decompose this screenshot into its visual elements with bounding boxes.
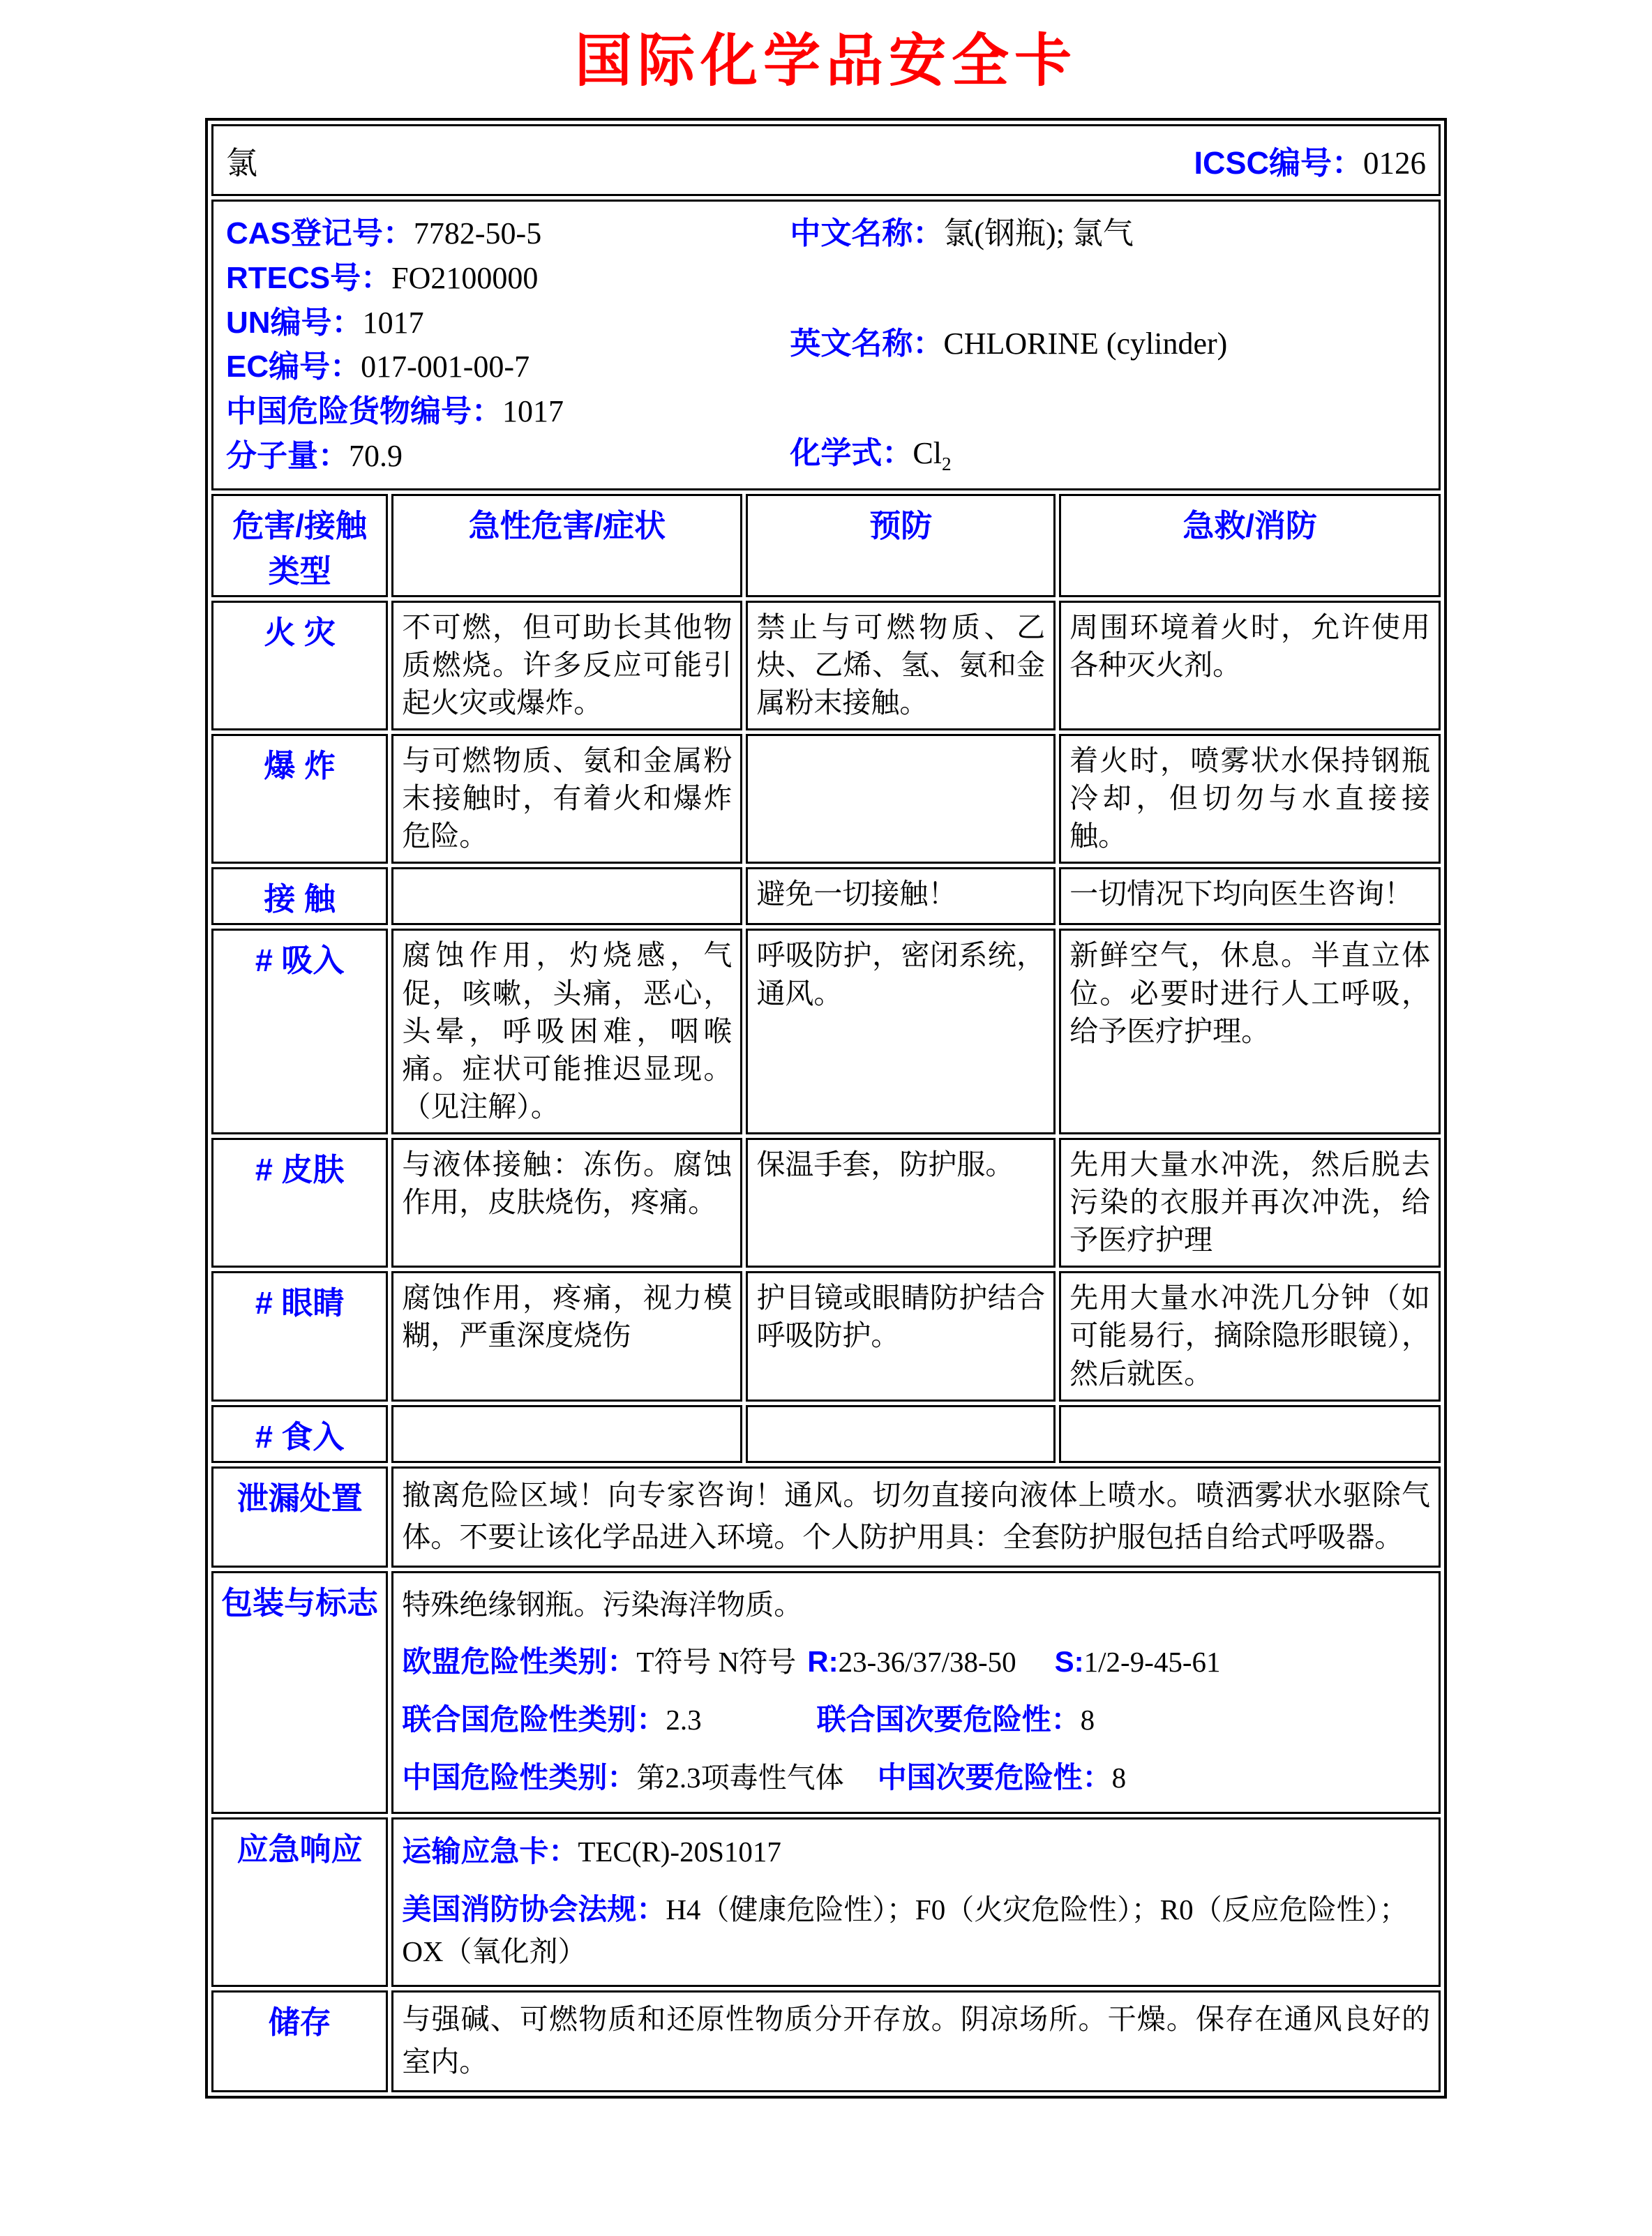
transport-emergency-card-label: 运输应急卡： xyxy=(402,1835,578,1868)
inhalation-prevention-cell: 呼吸防护，密闭系统，通风。 xyxy=(746,929,1056,1134)
eu-r-value: 23-36/37/38-50 xyxy=(838,1646,1016,1679)
hazard-type-fire: 火 灾 xyxy=(211,601,388,730)
transport-emergency-card-line xyxy=(402,1831,1430,1873)
un-hazard-class-label: 联合国危险性类别： xyxy=(402,1703,666,1736)
cn-hazard-class-value: 第2.3项毒性气体 xyxy=(636,1762,844,1794)
storage-text: 与强碱、可燃物质和还原性物质分开存放。阴凉场所。干燥。保存在通风良好的室内。 xyxy=(391,1990,1441,2092)
icsc-number xyxy=(1194,137,1426,183)
china-dg-number-label: 中国危险货物编号： xyxy=(226,394,502,429)
nfpa-label: 美国消防协会法规： xyxy=(402,1892,666,1926)
col-header-hazard-type: 危害/接触类型 xyxy=(211,494,388,597)
hazard-row-explosion xyxy=(211,734,1441,864)
hazard-row-inhalation xyxy=(211,929,1441,1134)
contact-symptoms-cell xyxy=(391,867,742,925)
eu-r-label: R: xyxy=(807,1645,839,1679)
emergency-row xyxy=(211,1817,1441,1987)
english-name-label: 英文名称： xyxy=(790,326,944,361)
cn-subsidiary-label: 中国次要危险性： xyxy=(877,1761,1112,1794)
inhalation-symptoms-cell: 腐蚀作用，灼烧感，气促，咳嗽，头痛，恶心，头晕，呼吸困难，咽喉痛。症状可能推迟显现。（见注解）。 xyxy=(391,929,742,1134)
hazard-row-eyes xyxy=(211,1271,1441,1401)
nfpa-line xyxy=(402,1889,1430,1972)
hazard-type-explosion: 爆 炸 xyxy=(211,734,388,864)
cas-number-line xyxy=(226,211,790,256)
emergency-label: 应急响应 xyxy=(211,1817,388,1987)
nfpa-value: H4（健康危险性）；F0（火灾危险性）；R0（反应危险性）；OX（氧化剂） xyxy=(402,1893,1409,1967)
col-header-firstaid: 急救/消防 xyxy=(1059,494,1441,597)
spillage-text: 撤离危险区域！向专家咨询！通风。切勿直接向液体上喷水。喷洒雾状水驱除气体。不要让该化学品进入环境。个人防护用具：全套防护服包括自给式呼吸器。 xyxy=(391,1466,1441,1568)
cas-number-value: 7782-50-5 xyxy=(413,216,542,250)
molecular-weight-value: 70.9 xyxy=(349,438,403,473)
eu-s-label: S: xyxy=(1054,1645,1084,1679)
contact-firstaid-cell: 一切情况下均向医生咨询！ xyxy=(1059,867,1441,925)
un-subsidiary-label: 联合国次要危险性： xyxy=(816,1703,1081,1736)
chinese-name-label: 中文名称： xyxy=(790,216,944,250)
cn-subsidiary-value: 8 xyxy=(1111,1762,1127,1794)
cas-number-label: CAS登记号： xyxy=(226,216,414,250)
english-name-line xyxy=(790,322,1426,366)
ingestion-firstaid-cell xyxy=(1059,1405,1441,1463)
packaging-note: 特殊绝缘钢瓶。污染海洋物质。 xyxy=(402,1588,803,1621)
un-hazard-class-line xyxy=(402,1699,1430,1741)
fire-prevention-cell: 禁止与可燃物质、乙炔、乙烯、氢、氨和金属粉末接触。 xyxy=(746,601,1056,730)
fire-firstaid-cell: 周围环境着火时，允许使用各种灭火剂。 xyxy=(1059,601,1441,730)
formula-value: $Cl_2$ xyxy=(913,436,952,475)
inhalation-firstaid-cell: 新鲜空气，休息。半直立体位。必要时进行人工呼吸，给予医疗护理。 xyxy=(1059,929,1441,1134)
col-header-symptoms: 急性危害/症状 xyxy=(391,494,742,597)
hazard-type-ingestion: # 食入 xyxy=(211,1405,388,1463)
substance-name: 氯 xyxy=(226,146,258,181)
ingestion-symptoms-cell xyxy=(391,1405,742,1463)
safety-card-table xyxy=(208,121,1444,2096)
skin-firstaid-cell: 先用大量水冲洗，然后脱去污染的衣服并再次冲洗，给予医疗护理 xyxy=(1059,1138,1441,1268)
eyes-prevention-cell: 护目镜或眼睛防护结合呼吸防护。 xyxy=(746,1271,1056,1401)
chinese-name-value: 氯(钢瓶); 氯气 xyxy=(943,216,1134,250)
col-header-prevention: 预防 xyxy=(746,494,1056,597)
un-number-line xyxy=(226,301,790,345)
hazard-row-skin xyxy=(211,1138,1441,1268)
icsc-number-value: 0126 xyxy=(1363,146,1426,181)
page-title: 国际化学品安全卡 xyxy=(574,29,1077,93)
identifiers-row xyxy=(211,200,1441,490)
names-list xyxy=(790,211,1426,479)
identifier-list xyxy=(226,211,790,479)
un-number-label: UN编号： xyxy=(226,305,363,340)
hazard-type-eyes: # 眼睛 xyxy=(211,1271,388,1401)
hazard-type-inhalation: # 吸入 xyxy=(211,929,388,1134)
packaging-row xyxy=(211,1571,1441,1814)
hazard-row-contact xyxy=(211,867,1441,925)
explosion-prevention-cell xyxy=(746,734,1056,864)
identifiers-cell xyxy=(211,200,1441,490)
spillage-row xyxy=(211,1466,1441,1568)
un-hazard-class-value: 2.3 xyxy=(666,1704,702,1736)
cn-hazard-class-line xyxy=(402,1757,1430,1799)
china-dg-number-value: 1017 xyxy=(502,394,564,429)
ingestion-prevention-cell xyxy=(746,1405,1056,1463)
eyes-firstaid-cell: 先用大量水冲洗几分钟（如可能易行，摘除隐形眼镜），然后就医。 xyxy=(1059,1271,1441,1401)
skin-symptoms-cell: 与液体接触：冻伤。腐蚀作用，皮肤烧伤，疼痛。 xyxy=(391,1138,742,1268)
skin-prevention-cell: 保温手套，防护服。 xyxy=(746,1138,1056,1268)
hazard-header-row xyxy=(211,494,1441,597)
safety-card xyxy=(205,118,1447,2099)
emergency-content xyxy=(391,1817,1441,1987)
un-subsidiary-value: 8 xyxy=(1080,1704,1095,1736)
ec-number-line xyxy=(226,345,790,389)
substance-row xyxy=(211,124,1441,196)
molecular-weight-line xyxy=(226,434,790,479)
eyes-symptoms-cell: 腐蚀作用，疼痛，视力模糊，严重深度烧伤 xyxy=(391,1271,742,1401)
formula-subscript: 2 xyxy=(941,453,952,475)
chinese-name-line xyxy=(790,211,1426,256)
packaging-label: 包装与标志 xyxy=(211,1571,388,1814)
english-name-value: CHLORINE (cylinder) xyxy=(943,326,1228,361)
contact-prevention-cell: 避免一切接触！ xyxy=(746,867,1056,925)
hazard-row-fire xyxy=(211,601,1441,730)
eu-s-value: 1/2-9-45-61 xyxy=(1083,1646,1221,1679)
eu-symbols: T符号 N符号 xyxy=(636,1646,797,1679)
explosion-firstaid-cell: 着火时，喷雾状水保持钢瓶冷却，但切勿与水直接接触。 xyxy=(1059,734,1441,864)
storage-row xyxy=(211,1990,1441,2092)
formula-line xyxy=(790,431,1426,478)
eu-hazard-class-line xyxy=(402,1641,1430,1683)
un-number-value: 1017 xyxy=(362,305,424,340)
hazard-row-ingestion xyxy=(211,1405,1441,1463)
transport-emergency-card-value: TEC(R)-20S1017 xyxy=(578,1836,781,1868)
rtecs-number-label: RTECS号： xyxy=(226,260,392,295)
ec-number-value: 017-001-00-7 xyxy=(361,350,530,384)
hazard-type-skin: # 皮肤 xyxy=(211,1138,388,1268)
substance-cell xyxy=(211,124,1441,196)
cn-hazard-class-label: 中国危险性类别： xyxy=(402,1761,637,1794)
explosion-symptoms-cell: 与可燃物质、氨和金属粉末接触时，有着火和爆炸危险。 xyxy=(391,734,742,864)
ec-number-label: EC编号： xyxy=(226,350,361,384)
rtecs-number-line xyxy=(226,256,790,301)
formula-label: 化学式： xyxy=(790,436,913,471)
rtecs-number-value: FO2100000 xyxy=(391,260,539,295)
china-dg-number-line xyxy=(226,389,790,434)
molecular-weight-label: 分子量： xyxy=(226,438,349,473)
storage-label: 储存 xyxy=(211,1990,388,2092)
spillage-label: 泄漏处置 xyxy=(211,1466,388,1568)
hazard-type-contact: 接 触 xyxy=(211,867,388,925)
packaging-content xyxy=(391,1571,1441,1814)
eu-hazard-class-label: 欧盟危险性类别： xyxy=(402,1645,637,1679)
fire-symptoms-cell: 不可燃，但可助长其他物质燃烧。许多反应可能引起火灾或爆炸。 xyxy=(391,601,742,730)
icsc-number-label: ICSC编号： xyxy=(1194,145,1363,181)
